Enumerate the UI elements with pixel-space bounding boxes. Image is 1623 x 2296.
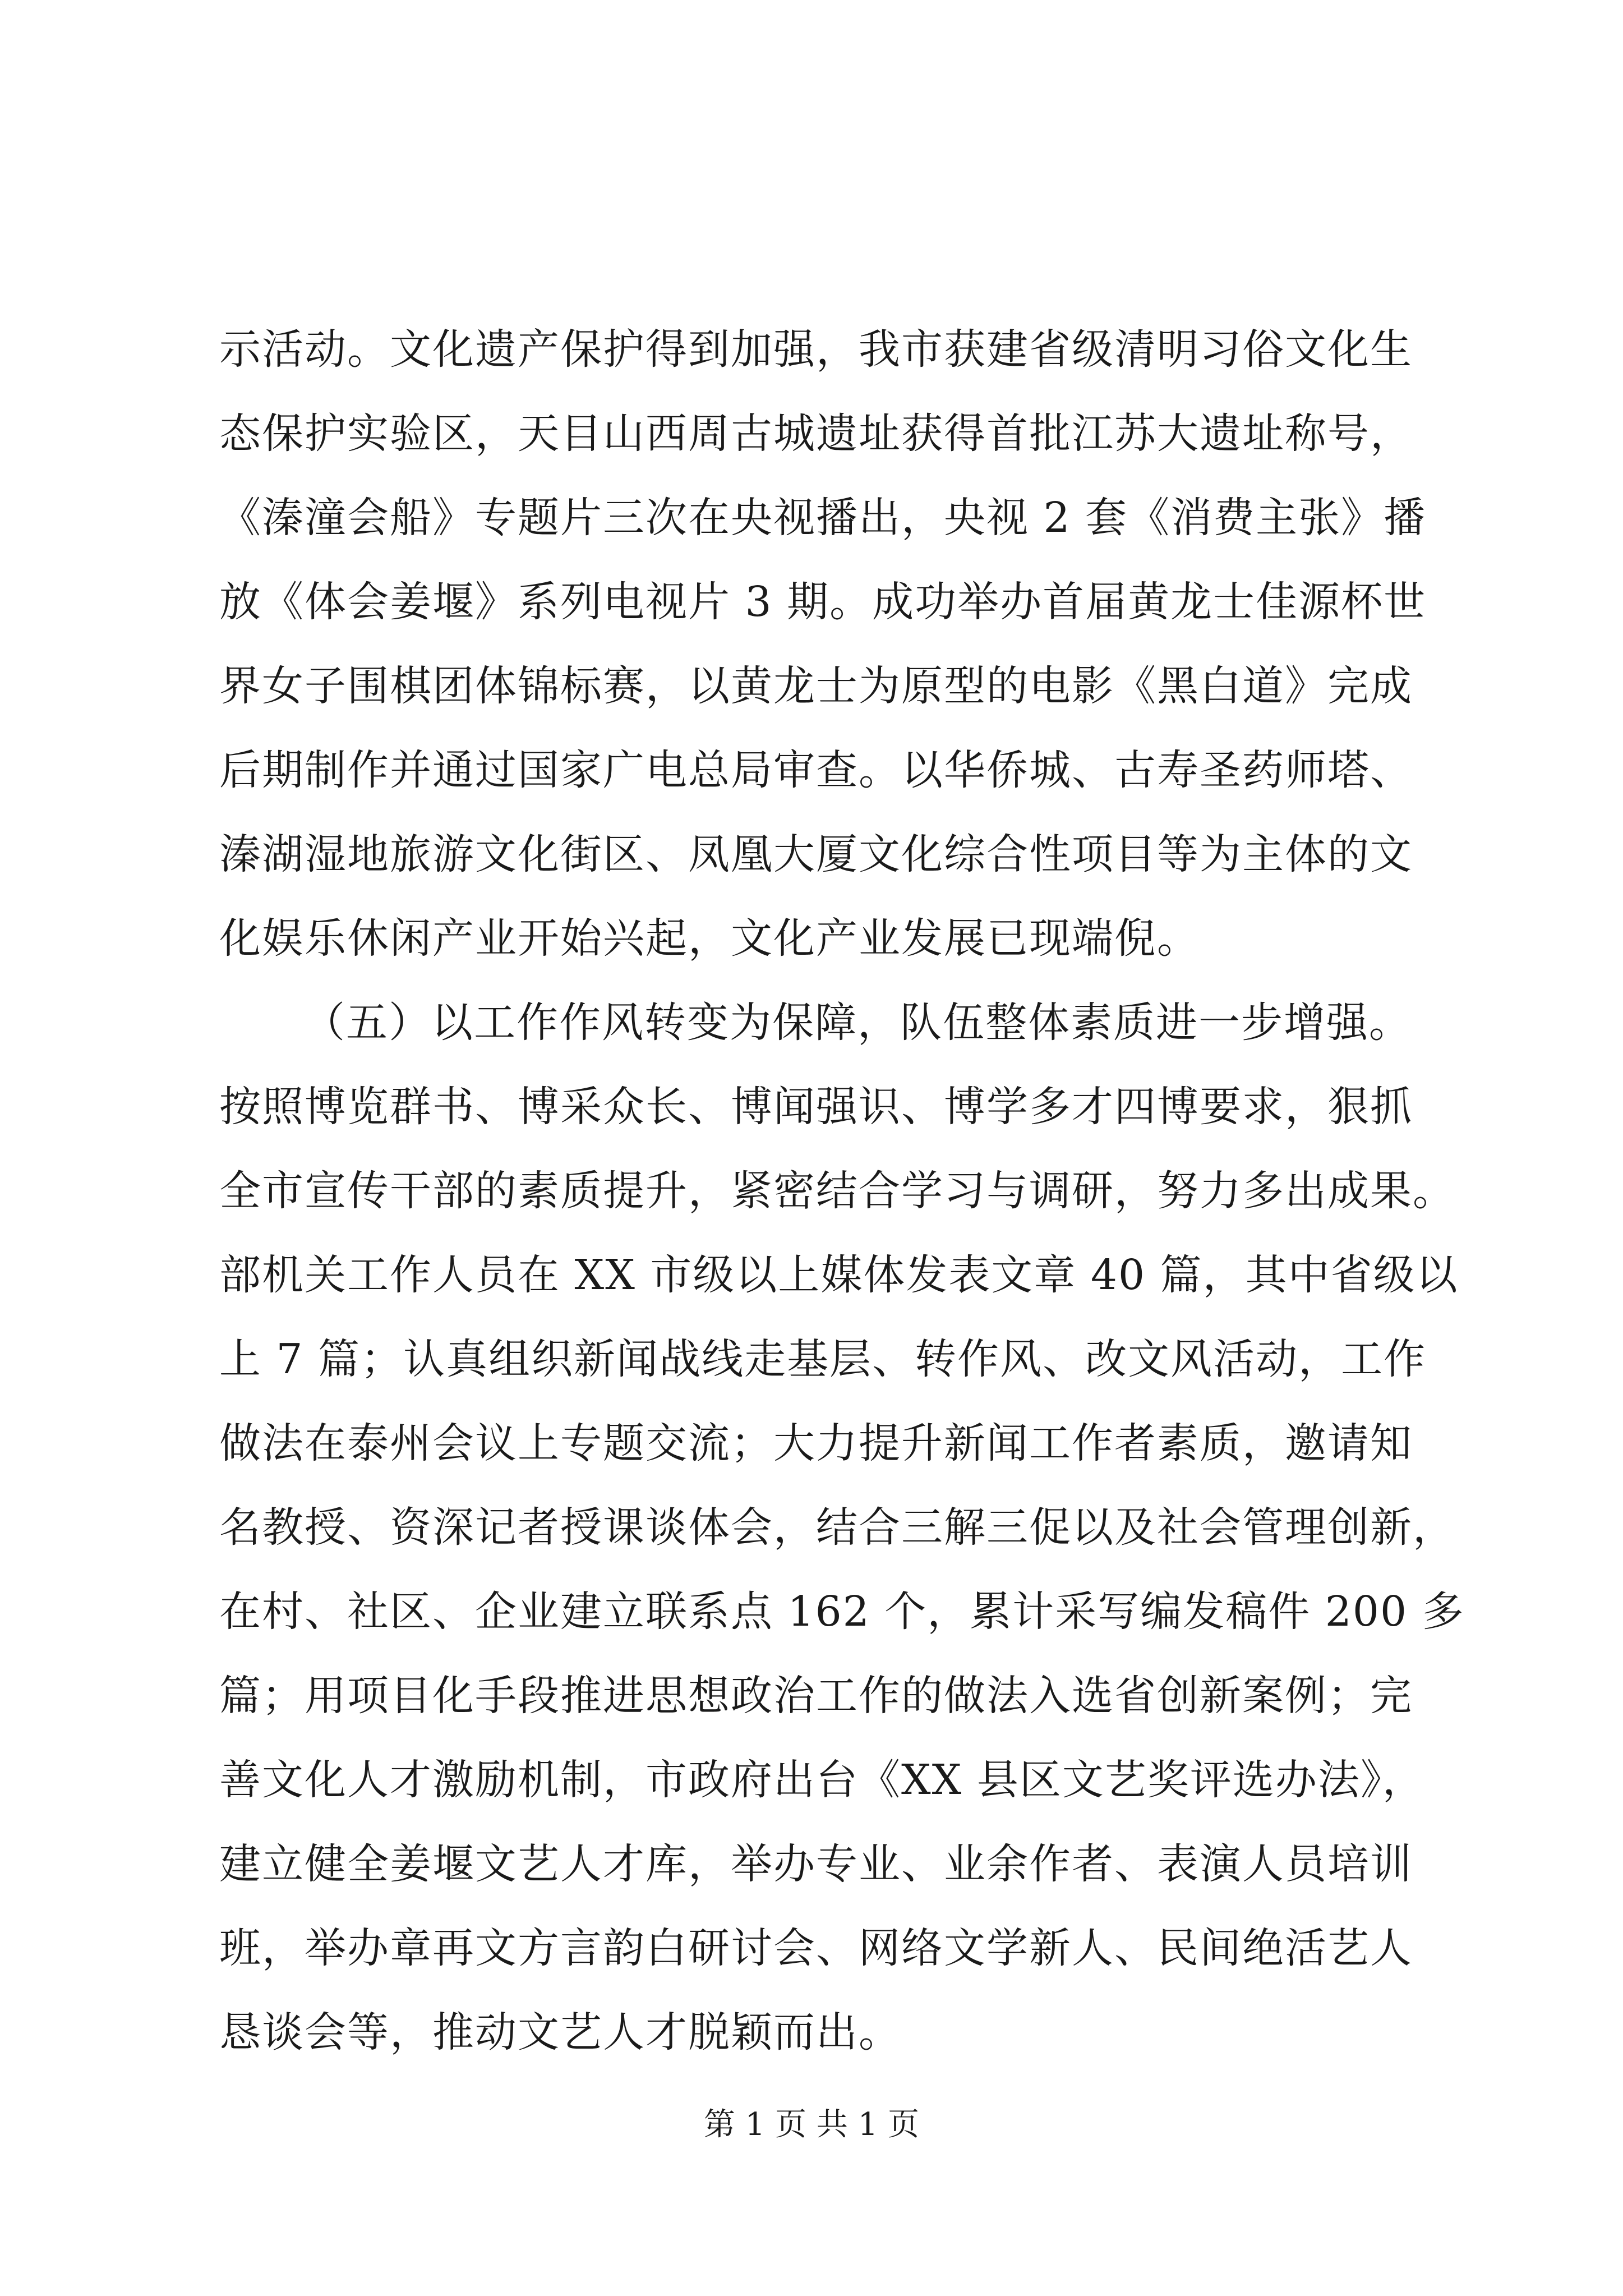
- text-line: 界女子围棋团体锦标赛，以黄龙士为原型的电影《黑白道》完成: [219, 662, 1413, 710]
- text-line: 做法在泰州会议上专题交流；大力提升新闻工作者素质，邀请知: [219, 1419, 1413, 1467]
- text-line: 上 7 篇；认真组织新闻战线走基层、转作风、改文风活动，工作: [219, 1335, 1427, 1383]
- text-line: 后期制作并通过国家广电总局审查。以华侨城、古寿圣药师塔、: [219, 746, 1413, 794]
- section-heading: （五）以工作作风转变为保障，队伍整体素质进一步增强。: [303, 999, 1412, 1047]
- text-line: 《溱潼会船》专题片三次在央视播出，央视 2 套《消费主张》播: [219, 494, 1427, 542]
- text-line: 篇；用项目化手段推进思想政治工作的做法入选省创新案例；完: [219, 1672, 1413, 1720]
- text-line: 按照博览群书、博采众长、博闻强识、博学多才四博要求，狠抓: [219, 1083, 1413, 1131]
- text-line: 在村、社区、企业建立联系点 162 个，累计采写编发稿件 200 多: [219, 1588, 1465, 1636]
- text-line: 恳谈会等，推动文艺人才脱颖而出。: [219, 2008, 901, 2056]
- text-line: 溱湖湿地旅游文化街区、凤凰大厦文化综合性项目等为主体的文: [219, 830, 1413, 878]
- page-number-footer: 第 1 页 共 1 页: [703, 2106, 920, 2143]
- text-line: 名教授、资深记者授课谈体会，结合三解三促以及社会管理创新，: [219, 1503, 1455, 1552]
- text-line: 班，举办章再文方言韵白研讨会、网络文学新人、民间绝活艺人: [219, 1924, 1413, 1972]
- text-line: 态保护实验区，天目山西周古城遗址获得首批江苏大遗址称号，: [219, 409, 1413, 458]
- text-line: 放《体会姜堰》系列电视片 3 期。成功举办首届黄龙士佳源杯世: [219, 578, 1427, 626]
- text-line: 建立健全姜堰文艺人才库，举办专业、业余作者、表演人员培训: [219, 1840, 1413, 1888]
- text-line: 善文化人才激励机制，市政府出台《XX 县区文艺奖评选办法》，: [219, 1756, 1425, 1804]
- text-line: 全市宣传干部的素质提升，紧密结合学习与调研，努力多出成果。: [219, 1167, 1455, 1215]
- text-line: 示活动。文化遗产保护得到加强，我市获建省级清明习俗文化生: [219, 325, 1413, 374]
- text-line: 部机关工作人员在 XX 市级以上媒体发表文章 40 篇，其中省级以: [219, 1251, 1459, 1299]
- text-line: 化娱乐休闲产业开始兴起，文化产业发展已现端倪。: [219, 914, 1200, 963]
